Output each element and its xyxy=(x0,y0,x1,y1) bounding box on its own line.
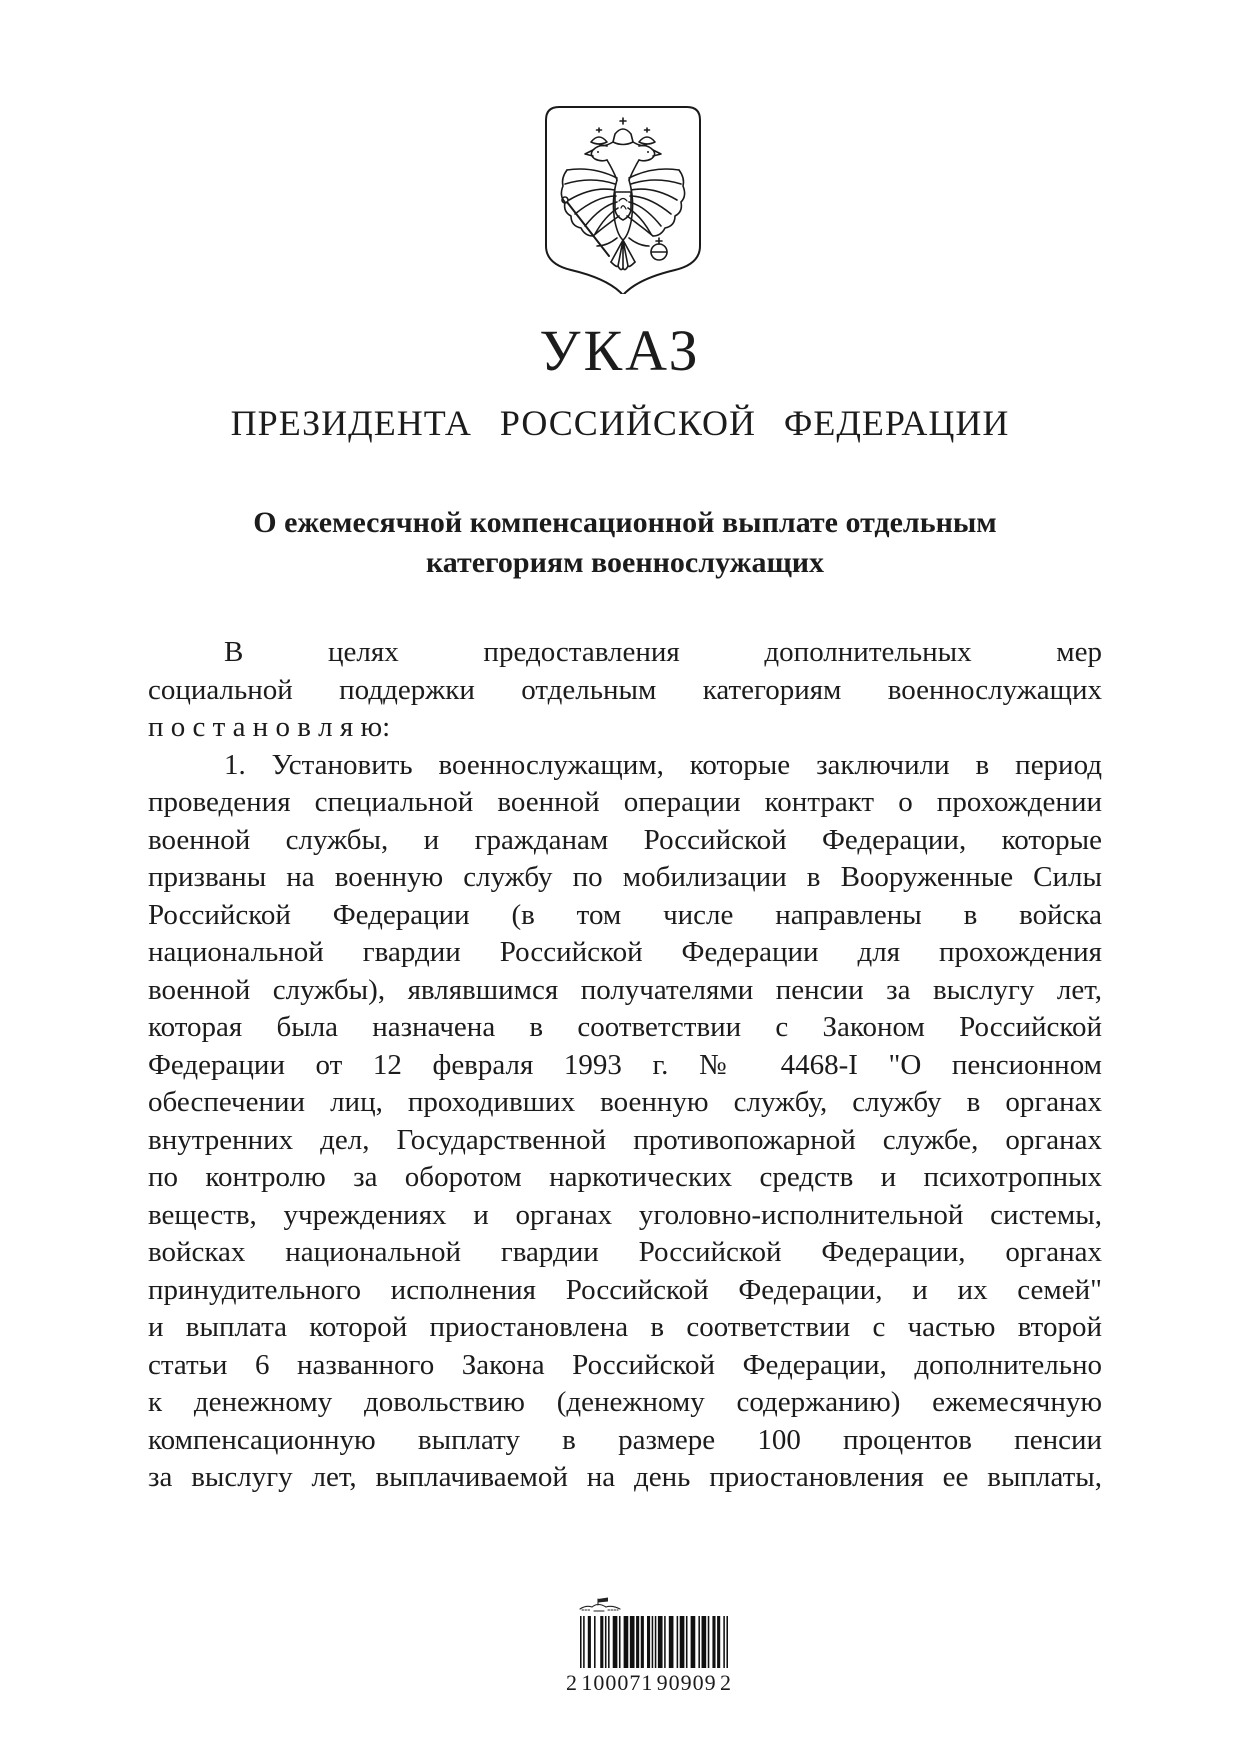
barcode-stamp-icon xyxy=(578,1596,622,1614)
body-line: проведения специальной военной операции контракт о прохождении xyxy=(148,786,1102,818)
barcode-bars xyxy=(580,1616,728,1668)
body-line: статьи 6 названного Закона Российской Федерации, дополнительно xyxy=(148,1348,1102,1381)
body-line: принудительного исполнения Российской Федерации, и их семей" xyxy=(148,1273,1102,1306)
body-line: внутренних дел, Государственной противопожарной службе, органах xyxy=(148,1123,1102,1156)
barcode-number xyxy=(566,1670,732,1696)
coat-of-arms-icon xyxy=(543,104,703,294)
decree-subtitle: ПРЕЗИДЕНТА РОССИЙСКОЙ ФЕДЕРАЦИИ xyxy=(230,403,1010,443)
body-line: п о с т а н о в л я ю: xyxy=(148,711,391,743)
body-line: 1. Установить военнослужащим, которые заключили в период xyxy=(224,748,1102,781)
body-line: к денежному довольствию (денежному содержанию) ежемесячную xyxy=(148,1386,1102,1418)
body-line: обеспечении лиц, проходивших военную службу, службу в органах xyxy=(148,1086,1102,1118)
barcode-digit-group: 2 xyxy=(566,1670,578,1695)
body-line: Российской Федерации (в том числе направлены в войска xyxy=(148,898,1102,931)
body-line: Федерации от 12 февраля 1993 г. № 4468-I "О пенсионном xyxy=(148,1048,1102,1081)
body-line: компенсационную выплату в размере 100 процентов пенсии xyxy=(148,1423,1102,1456)
body-line: и выплата которой приостановлена в соответствии с частью второй xyxy=(148,1311,1102,1343)
body-line: национальной гвардии Российской Федерации для прохождения xyxy=(148,936,1102,968)
body-line: по контролю за оборотом наркотических средств и психотропных xyxy=(148,1161,1102,1193)
subject-line: О ежемесячной компенсационной выплате отдельным xyxy=(253,506,997,539)
decree-title: УКАЗ xyxy=(539,318,701,383)
body-line: военной службы), являвшимся получателями пенсии за выслугу лет, xyxy=(148,973,1102,1006)
body-text xyxy=(148,634,1102,1497)
barcode-digit-group: 90909 xyxy=(656,1670,717,1695)
subject-title xyxy=(148,503,1102,583)
barcode-digit-group: 2 xyxy=(719,1670,732,1695)
body-line: войсках национальной гвардии Российской Федерации, органах xyxy=(148,1236,1102,1268)
subject-line: категориям военнослужащих xyxy=(425,546,825,579)
barcode xyxy=(566,1596,742,1702)
body-line: социальной поддержки отдельным категориям военнослужащих xyxy=(148,673,1102,706)
body-line: за выслугу лет, выплачиваемой на день приостановления ее выплаты, xyxy=(148,1461,1102,1493)
body-line: веществ, учреждениях и органах уголовно-исполнительной системы, xyxy=(148,1198,1102,1231)
body-line: которая была назначена в соответствии с Законом Российской xyxy=(148,1011,1102,1043)
body-line: В целях предоставления дополнительных мер xyxy=(224,636,1102,668)
body-line: призваны на военную службу по мобилизации в Вооруженные Силы xyxy=(148,861,1102,893)
barcode-digit-group: 100071 xyxy=(581,1670,654,1695)
coat-of-arms xyxy=(543,104,703,294)
body-line: военной службы, и гражданам Российской Федерации, которые xyxy=(148,823,1102,856)
